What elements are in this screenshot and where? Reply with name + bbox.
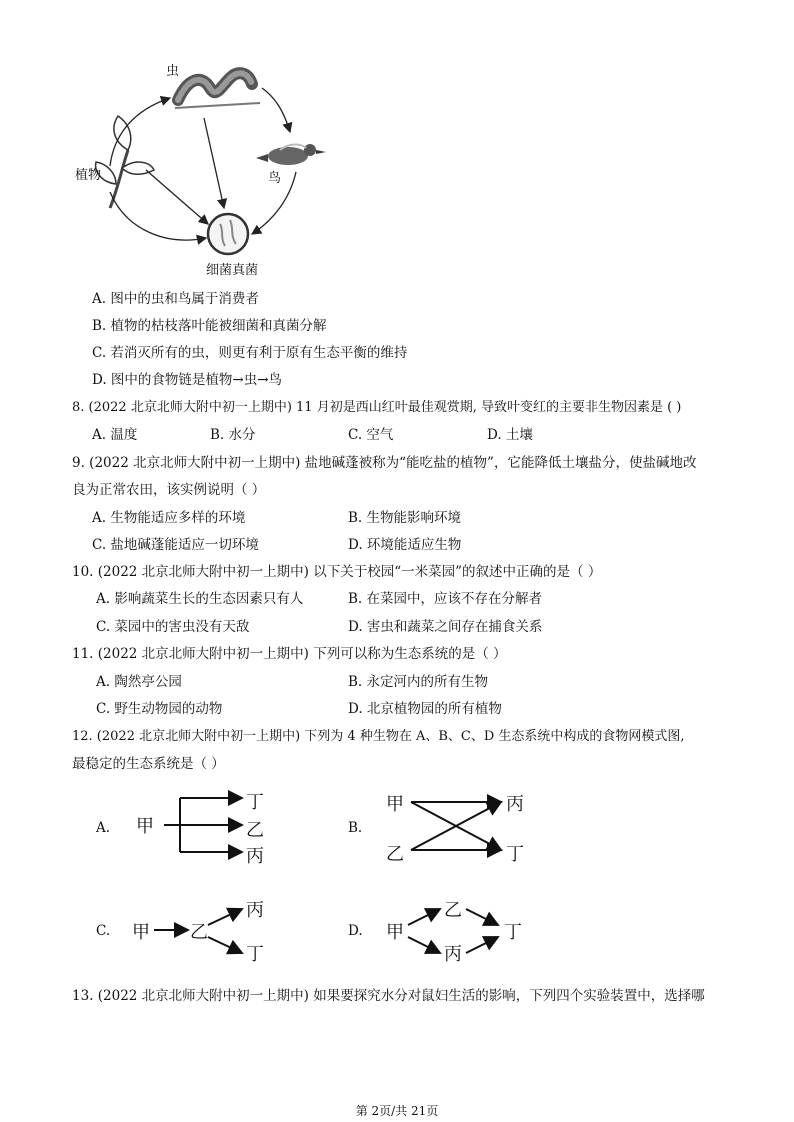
q12-stem-line1: 12. (2022 北京北师大附中初一上期中) 下列为 4 种生物在 A、B、C、D 生态系统中构成的食物网模式图, <box>72 729 685 744</box>
q11-option-b: B. 永定河内的所有生物 <box>348 674 489 690</box>
q11-option-c: C. 野生动物园的动物 <box>96 701 223 717</box>
q9-stem-line1: 9. (2022 北京北师大附中初一上期中) 盐地碱蓬被称为“能吃盐的植物”，它能降低土壤盐分，使盐碱地改 <box>72 455 697 471</box>
q8-option-c: C. 空气 <box>348 427 394 443</box>
q12-a-yi: 乙 <box>246 820 264 841</box>
bird-label: 鸟 <box>268 171 282 186</box>
decomposer-label: 细菌真菌 <box>206 263 259 278</box>
q9-option-d: D. 环境能适应生物 <box>348 537 462 553</box>
food-web-figure <box>70 58 340 278</box>
q12-b-yi: 乙 <box>386 844 404 865</box>
q12-d-arrows <box>400 895 510 965</box>
q12-diagram-b-letter: B. <box>348 820 363 836</box>
q12-a-bing: 丙 <box>246 846 264 867</box>
q13-stem: 13. (2022 北京北师大附中初一上期中) 如果要探究水分对鼠妇生活的影响，下列四个实验装置中，选择哪 <box>72 988 705 1004</box>
q12-d-jia: 甲 <box>386 922 404 943</box>
plant-label: 植物 <box>75 168 102 183</box>
q12-diagram-a-letter: A. <box>96 820 111 836</box>
q12-c-jia: 甲 <box>132 922 150 943</box>
q12-d-ding: 丁 <box>504 922 522 943</box>
q11-option-d: D. 北京植物园的所有植物 <box>348 701 502 717</box>
bird-image <box>256 144 326 165</box>
q7-option-d: D. 图中的食物链是植物→虫→鸟 <box>92 372 283 388</box>
q12-diagram-c-letter: C. <box>96 923 111 939</box>
q12-d-yi: 乙 <box>444 900 462 921</box>
q12-b-arrows <box>405 790 510 860</box>
q10-option-a: A. 影响蔬菜生长的生态因素只有人 <box>96 591 304 607</box>
q12-a-jia: 甲 <box>136 816 154 837</box>
plant-image <box>96 116 154 208</box>
q10-option-c: C. 菜园中的害虫没有天敌 <box>96 619 250 635</box>
q10-option-d: D. 害虫和蔬菜之间存在捕食关系 <box>348 619 543 635</box>
q9-option-b: B. 生物能影响环境 <box>348 510 462 526</box>
q8-option-b: B. 水分 <box>210 427 256 443</box>
q11-stem: 11. (2022 北京北师大附中初一上期中) 下列可以称为生态系统的是（ ） <box>72 646 507 662</box>
food-web-drawing <box>70 58 340 278</box>
q12-d-bing: 丙 <box>444 944 462 965</box>
q12-c-ding: 丁 <box>246 944 264 965</box>
q11-option-a: A. 陶然亭公园 <box>96 674 182 690</box>
q12-diagram-d-letter: D. <box>348 923 363 939</box>
decomposer-image <box>208 214 248 254</box>
q12-a-arrows <box>150 785 260 865</box>
q12-a-ding: 丁 <box>246 792 264 813</box>
q12-stem-line2: 最稳定的生态系统是（ ） <box>72 756 225 772</box>
page-number: 第 2页/共 21页 <box>355 1104 439 1118</box>
insect-image <box>175 73 260 108</box>
q10-option-b: B. 在菜园中，应该不存在分解者 <box>348 591 543 607</box>
q7-option-b: B. 植物的枯枝落叶能被细菌和真菌分解 <box>92 318 327 334</box>
q7-option-a: A. 图中的虫和鸟属于消费者 <box>92 291 259 307</box>
q12-c-arrows <box>150 895 250 965</box>
q12-b-bing: 丙 <box>506 794 524 815</box>
q9-option-a: A. 生物能适应多样的环境 <box>92 510 246 526</box>
q10-stem: 10. (2022 北京北师大附中初一上期中) 以下关于校园“一米菜园”的叙述中正确的是（ ） <box>72 564 602 580</box>
q9-stem-line2: 良为正常农田，该实例说明（ ） <box>72 482 266 498</box>
q12-c-bing: 丙 <box>246 900 264 921</box>
q8-option-a: A. 温度 <box>92 427 138 443</box>
q12-c-yi: 乙 <box>190 922 208 943</box>
q8-stem: 8. (2022 北京北师大附中初一上期中) 11 月初是西山红叶最佳观赏期, 导致叶变红的主要非生物因素是 ( ) <box>72 400 682 415</box>
q9-option-c: C. 盐地碱蓬能适应一切环境 <box>92 537 259 553</box>
q7-option-c: C. 若消灭所有的虫，则更有利于原有生态平衡的维持 <box>92 345 408 361</box>
insect-label: 虫 <box>166 64 180 79</box>
q12-b-ding: 丁 <box>506 844 524 865</box>
q12-b-jia: 甲 <box>386 794 404 815</box>
q8-option-d: D. 土壤 <box>487 427 533 443</box>
